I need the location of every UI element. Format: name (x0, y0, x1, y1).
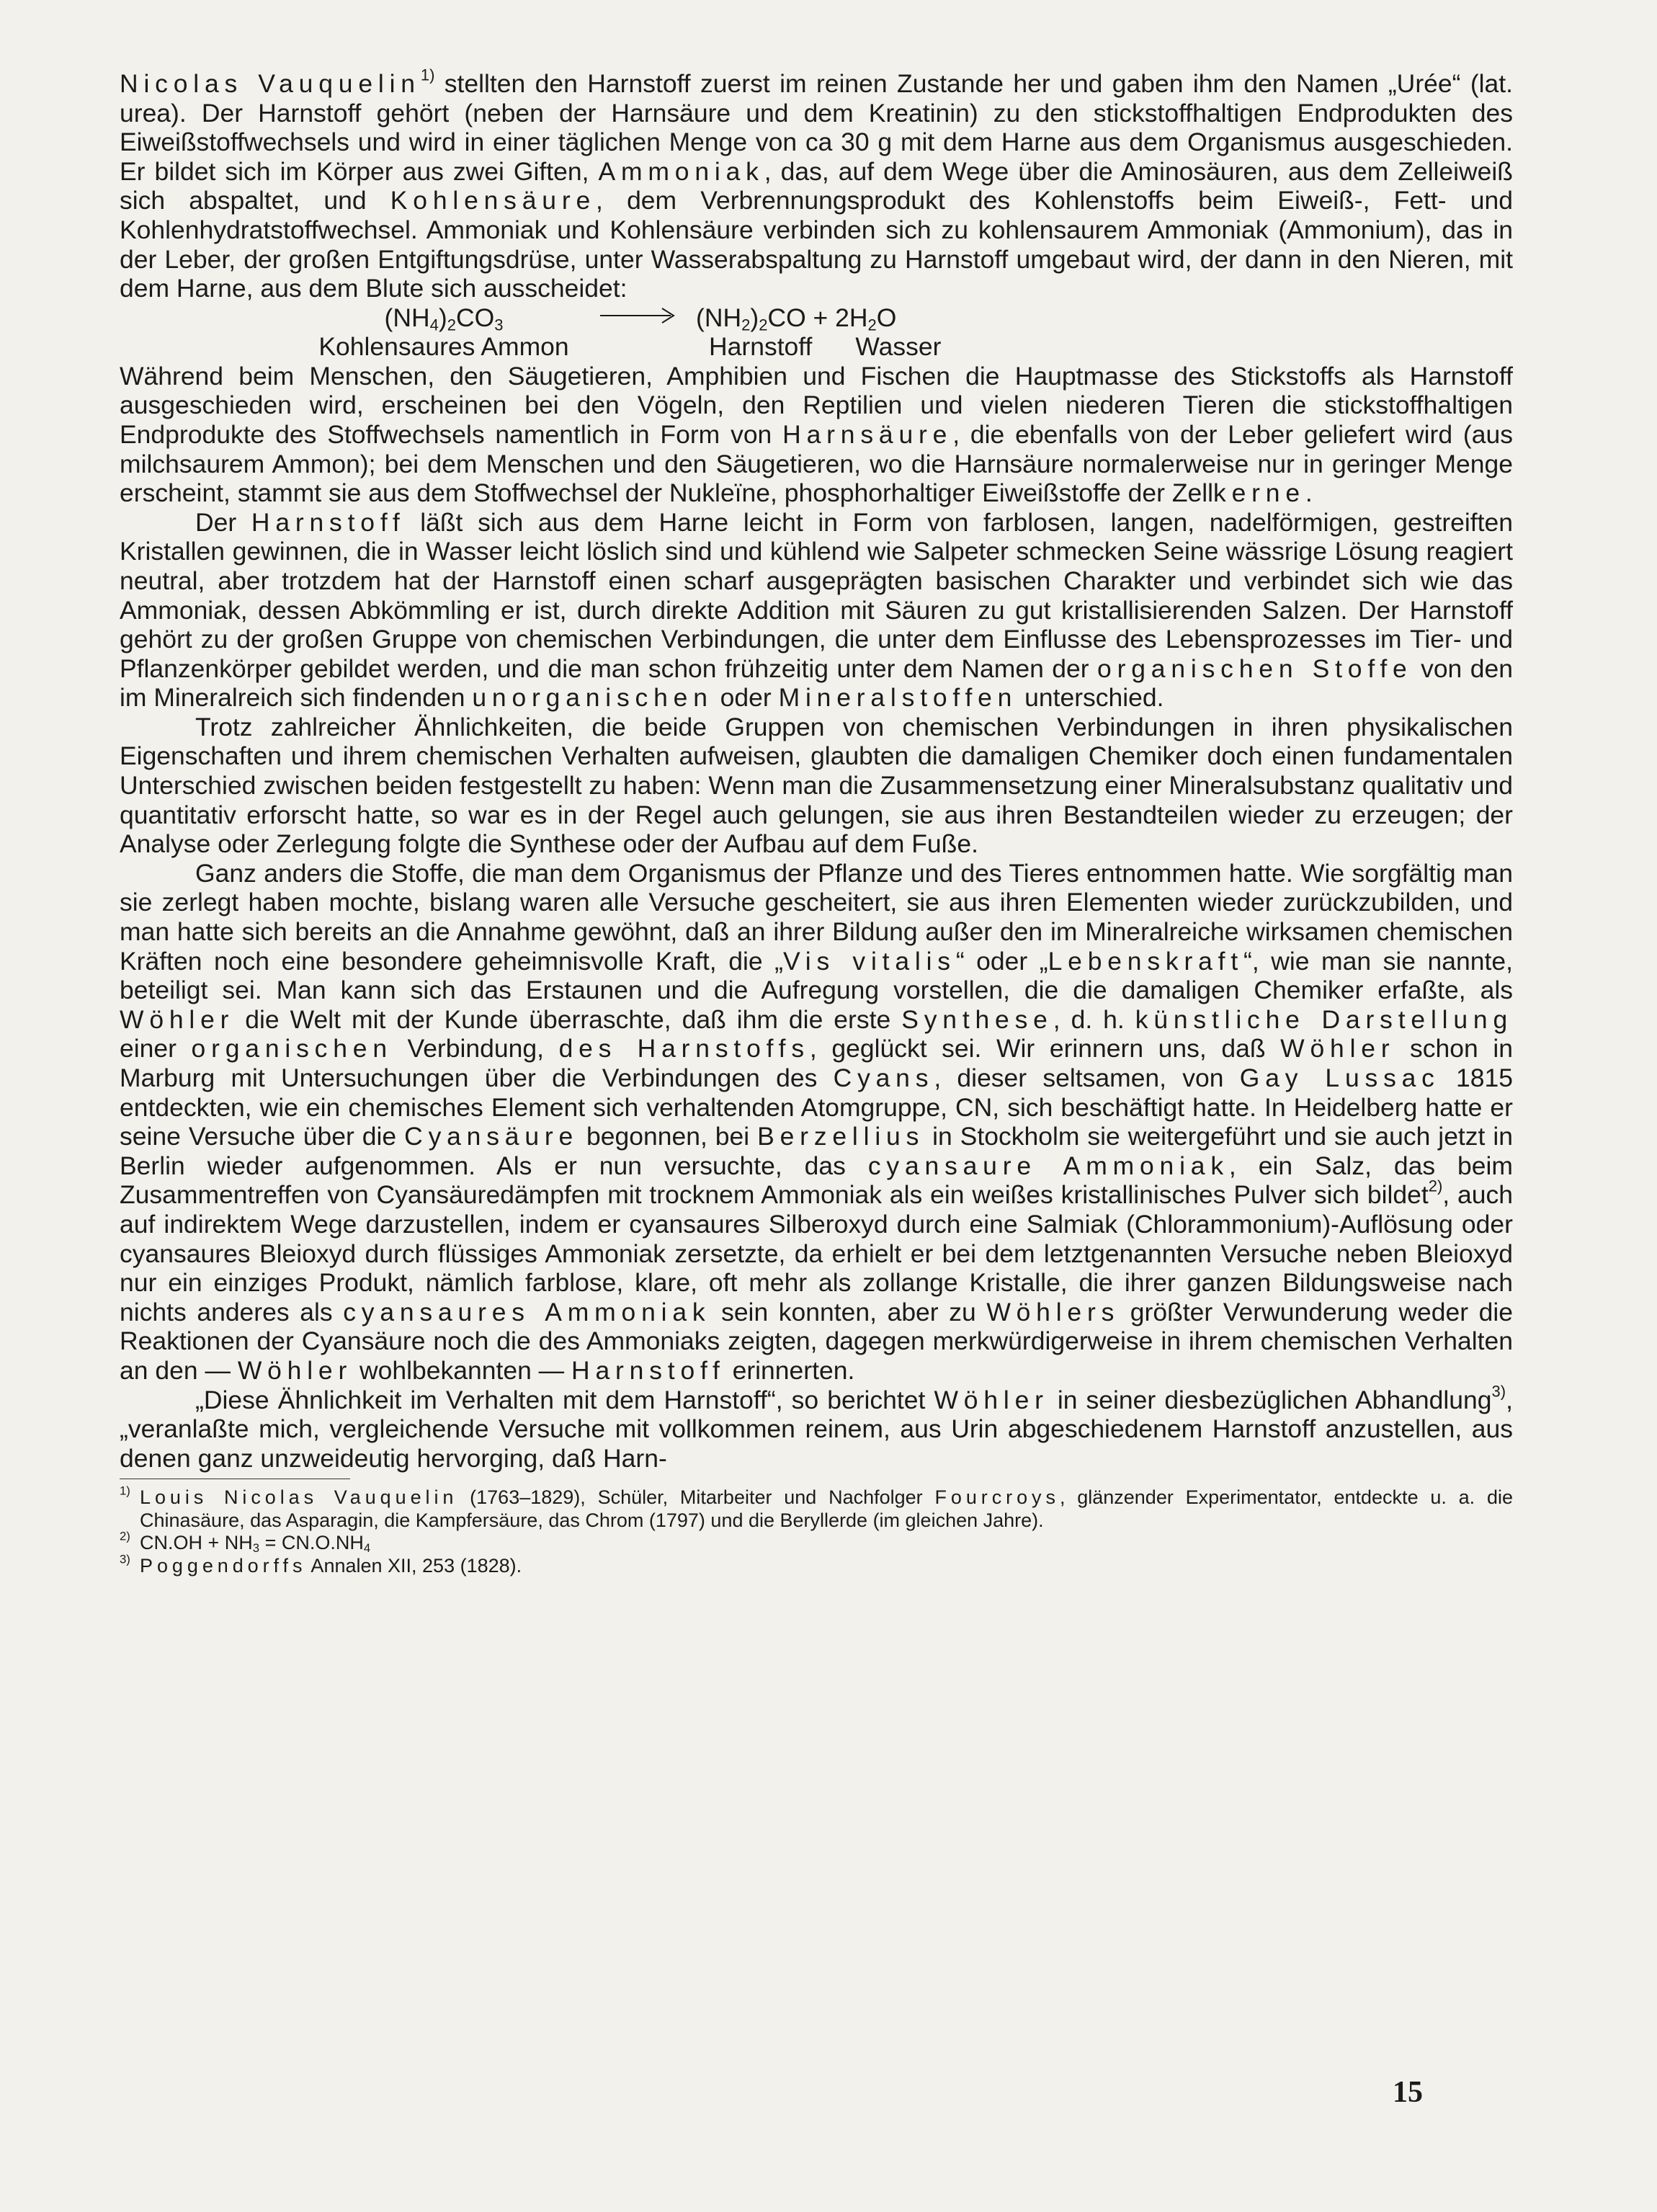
label-ammonium-carbonate: Kohlensaures Ammon (318, 332, 569, 362)
product-labels (696, 332, 941, 362)
emphasis: Harnsäure (782, 419, 953, 449)
footnote-mark: 1) (120, 1484, 130, 1498)
text-run: 1815 entdeckten, wie ein chemisches Element sich verhaltenden Atomgruppe, CN, sich beschäftigt hatte. In Heidelberg hatte er seine Versuche über die (120, 1063, 1513, 1151)
paragraph-6 (120, 1382, 1513, 1473)
text-run: begonnen, bei (579, 1122, 758, 1151)
footnote-ref-2: 2) (1428, 1177, 1443, 1195)
person-name: Wöhler (237, 1355, 353, 1385)
footnote-ref-3: 3) (1491, 1382, 1506, 1401)
text-run: Ganz anders die Stoffe, die man dem Organismus der Pflanze und des Tieres entnommen hatte. Wie sorgfältig man sie zerlegt haben mochte, bislang waren alle Versuche gescheitert, sie aus ihren Elementen wieder zurückzubilden, und man hatte sich bereits an die Annahme gewöhnt, daß an ihrer Bildung außer den im Mineralreiche wirksamen chemischen Kräften noch eine besondere geheimnisvolle Kraft, die „ (120, 858, 1513, 976)
footnote-text: Poggendorffs Annalen XII, 253 (1828). (140, 1554, 522, 1577)
emphasis: Mineralstoffen (778, 683, 1018, 713)
paragraph-1 (120, 66, 1514, 303)
footnote-2 (120, 1529, 1513, 1556)
text-run: größter Verwunderung weder die Reaktionen der Cyansäure noch die des Ammoniaks zeigten, dagegen merkwürdigerweise in ihrem chemischen Verhalten an den — (120, 1297, 1513, 1385)
person-name: Wöhlers (986, 1297, 1120, 1326)
text-run: von den im Mineralreich sich findenden (120, 654, 1513, 713)
text-run: , dieser seltsamen, von (934, 1063, 1240, 1092)
equation-left (249, 303, 638, 362)
text-run: in seiner diesbezüglichen Abhandlung (1048, 1385, 1492, 1414)
person-name: Berzellius (757, 1122, 925, 1151)
person-name: Wöhler (934, 1385, 1049, 1414)
text-run: Der (195, 507, 251, 537)
emphasis: Ammoniak (598, 156, 764, 186)
text-run: , dem Verbrennungsprodukt des Kohlenstoffs beim Eiweiß-, Fett- und Kohlenhydratstoffwechsel. Ammoniak und Kohlensäure verbinden sich zu kohlensaurem Ammoniak (Ammonium), das in der Leber, der großen Entgiftungsdrüse, unter Wasserabspaltung zu Harnstoff umgebaut wird, der dann in den Nieren, mit dem Harne, aus dem Blute sich ausscheidet: (120, 186, 1513, 303)
footnotes (120, 1479, 1513, 1577)
text-run: erinnerten. (725, 1355, 855, 1385)
emphasis: organischen Stoffe (1097, 654, 1413, 683)
text-run: , die ebenfalls von der Leber geliefert wird (aus milchsaurem Ammon); bei dem Menschen und den Säugetieren, wo die Harnsäure normalerweise nur in geringer Menge erscheint, stammt sie aus dem Stoffwechsel der Nukleïne, phosphorhaltiger Eiweißstoffe der Zell (120, 419, 1513, 508)
equation-right (696, 303, 955, 362)
label-harnstoff: Harnstoff (709, 332, 813, 362)
label-wasser: Wasser (855, 332, 942, 362)
text-run: einer (120, 1034, 192, 1063)
text-run: in Stockholm sie weitergeführt und sie auch jetzt in Berlin wieder aufgenommen. Als er nun versuchte, das (120, 1122, 1513, 1180)
emphasis: Vis vitalis (782, 946, 956, 976)
body-text (120, 66, 1514, 1473)
text-run: unterschied. (1017, 683, 1164, 713)
text-run: Verbindung, (392, 1034, 559, 1063)
text-run: , das, auf dem Wege über die Aminosäuren, aus dem Zelleiweiß sich abspaltet, und (120, 156, 1513, 215)
text-run: läßt sich aus dem Harne leicht in Form von farblosen, langen, nadelförmigen, gestreiften Kristallen gewinnen, die in Wasser leicht löslich sind und kühlend wie Salpeter schmecken Seine wässrige Lösung reagiert neutral, aber trotzdem hat der Harnstoff einen scharf ausgeprägten basischen Charakter und verbindet sich wie das Ammoniak, dessen Abkömmling er ist, durch direkte Addition mit Säuren zu gut kristallisierenden Salzen. Der Harnstoff gehört zu der großen Gruppe von chemischen Verbindungen, die unter dem Einflusse des Lebensprozesses im Tier- und Pflanzenkörper gebildet werden, und die man schon frühzeitig unter dem Namen der (120, 507, 1513, 683)
paragraph-5 (120, 859, 1513, 1386)
emphasis: Synthese (901, 1004, 1053, 1034)
text-run: , ein Salz, das beim Zusammentreffen von Cyansäuredämpfen mit trocknem Ammoniak als ein weißes kristallinisches Pulver sich bildet (120, 1151, 1513, 1210)
footnote-text: Louis Nicolas Vauquelin (1763–1829), Schüler, Mitarbeiter und Nachfolger Fourcroys, glänzender Experimentator, entdeckte u. a. die Chinasäure, das Asparagin, die Kampfersäure, das Chrom (1797) und die Beryllerde (im gleichen Jahre). (140, 1486, 1514, 1531)
person-name: Wöhler (1280, 1034, 1395, 1063)
text-run: . (1305, 478, 1313, 508)
emphasis: des Harnstoffs (558, 1034, 810, 1063)
emphasis: Cyansäure (404, 1122, 579, 1151)
text-run: Während beim Menschen, den Säugetieren, Amphibien und Fischen die Hauptmasse des Stickstoffs als Harnstoff ausgeschieden wird, erscheinen bei den Vögeln, den Reptilien und vielen niederen Tieren die stickstoffhaltigen Endprodukte des Stoffwechsels namentlich in Form von (120, 361, 1513, 449)
emphasis: organischen (191, 1034, 393, 1063)
text-run: , d. h. (1053, 1004, 1135, 1034)
emphasis: Cyans (833, 1063, 934, 1092)
emphasis: kerne (1213, 478, 1305, 508)
footnote-1 (120, 1486, 1513, 1532)
reaction-arrow (595, 303, 682, 333)
text-run: “ oder „ (955, 946, 1048, 976)
arrow-icon (599, 305, 678, 326)
footnote-mark: 2) (120, 1529, 130, 1543)
person-name: Wöhler (120, 1004, 235, 1034)
text-run: “, wie man sie nannte, beteiligt sei. Man kann sich das Erstaunen und die Aufregung vorstellen, die die damaligen Chemiker erfaßte, als (120, 946, 1513, 1005)
text-run: sein konnten, aber zu (710, 1297, 987, 1326)
text-run: , „veranlaßte mich, vergleichende Versuche mit vollkommen reinem, aus Urin abgeschiedenem Harnstoff anzustellen, aus denen ganz unzweideutig hervorging, daß Harn- (120, 1385, 1513, 1473)
footnote-formula: $CN.OH + NH_3 = CN.O.NH_4$ (140, 1532, 371, 1556)
paragraph-3 (120, 508, 1513, 713)
paragraph-4: Trotz zahlreicher Ähnlichkeiten, die beide Gruppen von chemischen Verbindungen in ihren physikalischen Eigenschaften und ihrem chemischen Verhalten aufweisen, glaubten die damaligen Chemiker doch einen fundamentalen Unterschied zwischen beiden festgestellt zu haben: Wenn man die Zusammensetzung einer Mineralsubstanz qualitativ und quantitativ erforscht hatte, so war es in der Regel auch gelungen, sie aus ihren Bestandteilen wieder zu erzeugen; der Analyse oder Zerlegung folgte die Synthese oder der Aufbau auf dem Fuße. (120, 712, 1513, 859)
emphasis: Harnstoff (571, 1355, 725, 1385)
reaction-equation (120, 303, 1513, 362)
person-name: Nicolas Vauquelin (120, 69, 421, 98)
text-run: stellten den Harnstoff zuerst im reinen Zustande her und gaben ihm den Namen „Urée“ (lat. urea). Der Harnstoff gehört (neben der Harnsäure und dem Kreatinin) zu den stickstoffhaltigen Endprodukten des Eiweißstoffwechsels und wird in einer täglichen Menge von ca 30 g mit dem Harne aus dem Organismus ausgeschieden. Er bildet sich im Körper aus zwei Giften, (120, 69, 1514, 186)
footnote-3 (120, 1552, 1513, 1578)
emphasis: Kohlensäure (390, 186, 597, 215)
text-run: schon in Marburg mit Untersuchungen über die Verbindungen des (120, 1034, 1514, 1092)
page-number: 15 (1393, 2076, 1423, 2109)
emphasis: Lebenskraft (1048, 946, 1244, 976)
footnote-ref-1: 1) (420, 66, 435, 84)
emphasis: künstliche Darstellung (1135, 1004, 1513, 1034)
formula-ammonium-carbonate: $(NH_4)_2CO_3$ (384, 303, 504, 334)
text-run: oder (713, 683, 779, 713)
emphasis: cyansaures Ammoniak (343, 1297, 711, 1326)
text-run: , geglückt sei. Wir erinnern uns, daß (809, 1034, 1281, 1063)
footnote-mark: 3) (120, 1552, 130, 1566)
emphasis: Harnstoff (251, 507, 406, 537)
person-name: Gay Lussac (1239, 1063, 1440, 1092)
text-run: , auch auf indirektem Wege darzustellen, indem er cyansaures Silberoxyd durch eine Salmiak (Chlorammonium)-Auflösung oder cyansaures Bleioxyd durch flüssiges Ammoniak zersetzte, da erhielt er bei dem letztgenannten Versuche neben Bleioxyd nur ein einziges Produkt, nämlich farblose, klare, oft mehr als zollange Kristalle, die ihrer ganzen Bildungsweise nach nichts anderes als (120, 1180, 1513, 1326)
paragraph-2 (120, 362, 1513, 508)
emphasis: unorganischen (472, 683, 713, 713)
text-run: „Diese Ähnlichkeit im Verhalten mit dem Harnstoff“, so berichtet (195, 1385, 934, 1414)
formula-products: $(NH_2)_2CO + 2H_2O$ (696, 303, 897, 334)
text-run: die Welt mit der Kunde überraschte, daß ihm die erste (234, 1004, 902, 1034)
emphasis: cyansaure Ammoniak (867, 1151, 1229, 1180)
text-run: wohlbekannten — (352, 1355, 572, 1385)
